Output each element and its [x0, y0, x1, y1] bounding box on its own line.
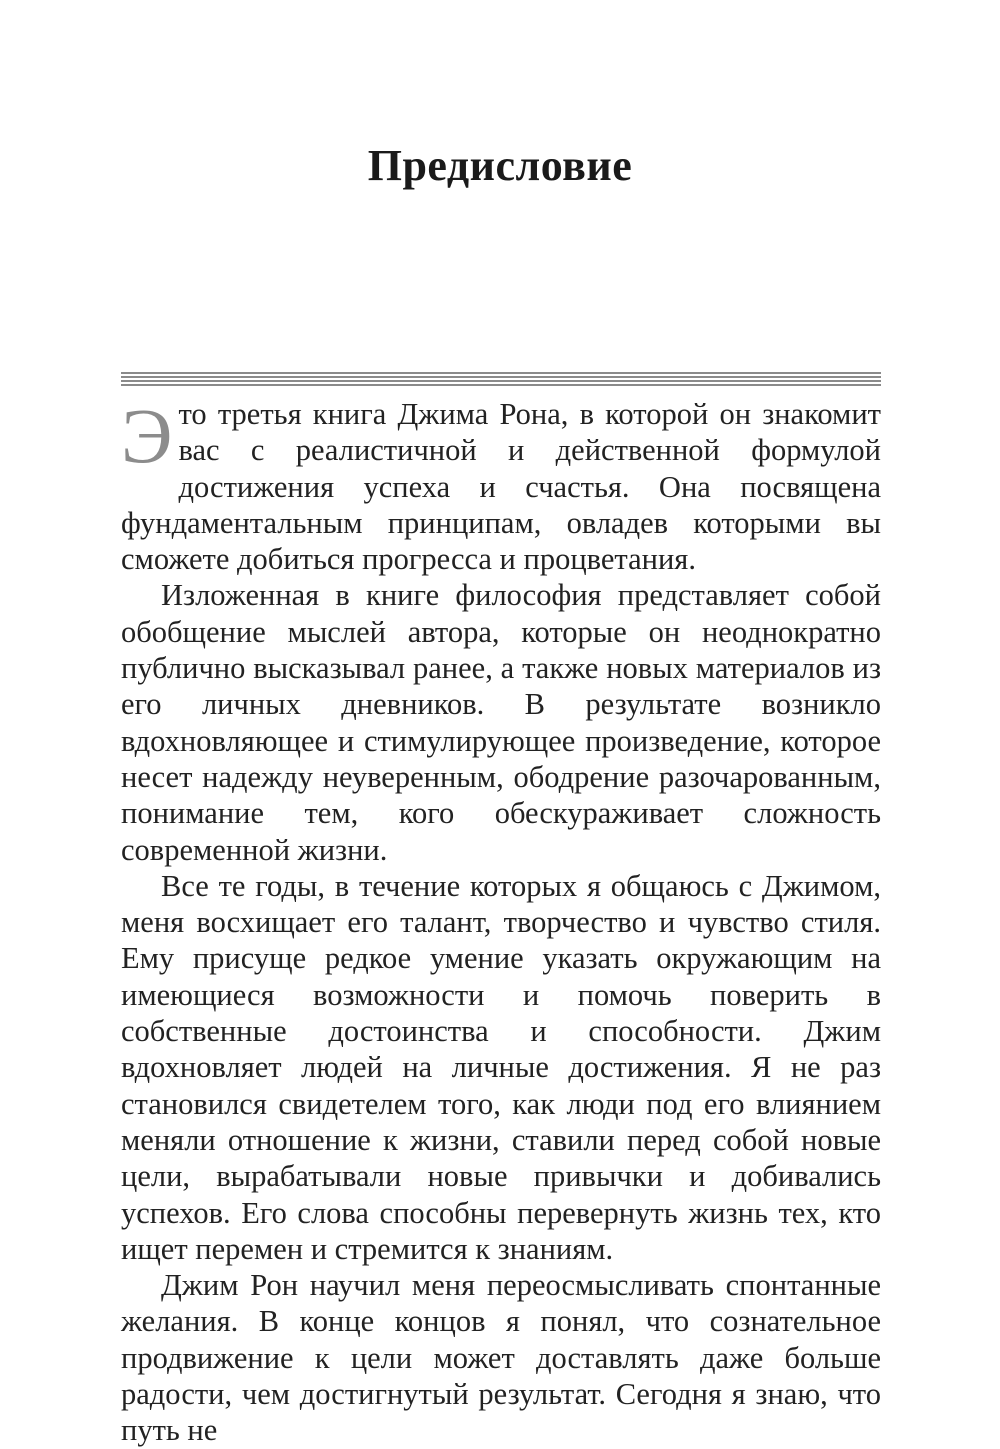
- paragraph-3: Все те годы, в течение которых я общаюсь с Джимом, меня восхищает его талант, творчество и чувство стиля. Ему присуще редкое умение указать окружающим на имеющиеся возможности и помочь поверить в собственные достоинства и способности. Джим вдохновляет людей на личные достижения. Я не раз становился свидетелем того, как люди под его влиянием меняли отношение к жизни, ставили перед собой новые цели, вырабатывали новые привычки и добивались успехов. Его слова способны перевернуть жизнь тех, кто ищет перемен и стремится к знаниям.: [121, 868, 881, 1266]
- body-text: [121, 392, 881, 1449]
- chapter-title: Предисловие: [367, 141, 633, 190]
- paragraph-1-text: то третья книга Джима Рона, в которой он знакомит вас с реалистичной и действенной формулой достижения успеха и счастья. Она посвящена фундаментальным принципам, овладев которыми вы сможете добиться прогресса и процветания.: [121, 397, 881, 577]
- decorative-rule: [121, 372, 881, 388]
- drop-cap: Э: [121, 392, 173, 479]
- paragraph-1: [121, 392, 881, 577]
- paragraph-4: Джим Рон научил меня переосмысливать спонтанные желания. В конце концов я понял, что сознательное продвижение к цели может доставлять даже больше радости, чем достигнутый результат. Сегодня я знаю, что путь не: [121, 1268, 881, 1448]
- paragraph-2: Изложенная в книге философия представляет собой обобщение мыслей автора, которые он неоднократно публично высказывал ранее, а также новых материалов из его личных дневников. В результате возникло вдохновляющее и стимулирующее произведение, которое несет надежду неуверенным, ободрение разочарованным, понимание тем, кого обескураживает сложность современной жизни.: [121, 578, 881, 867]
